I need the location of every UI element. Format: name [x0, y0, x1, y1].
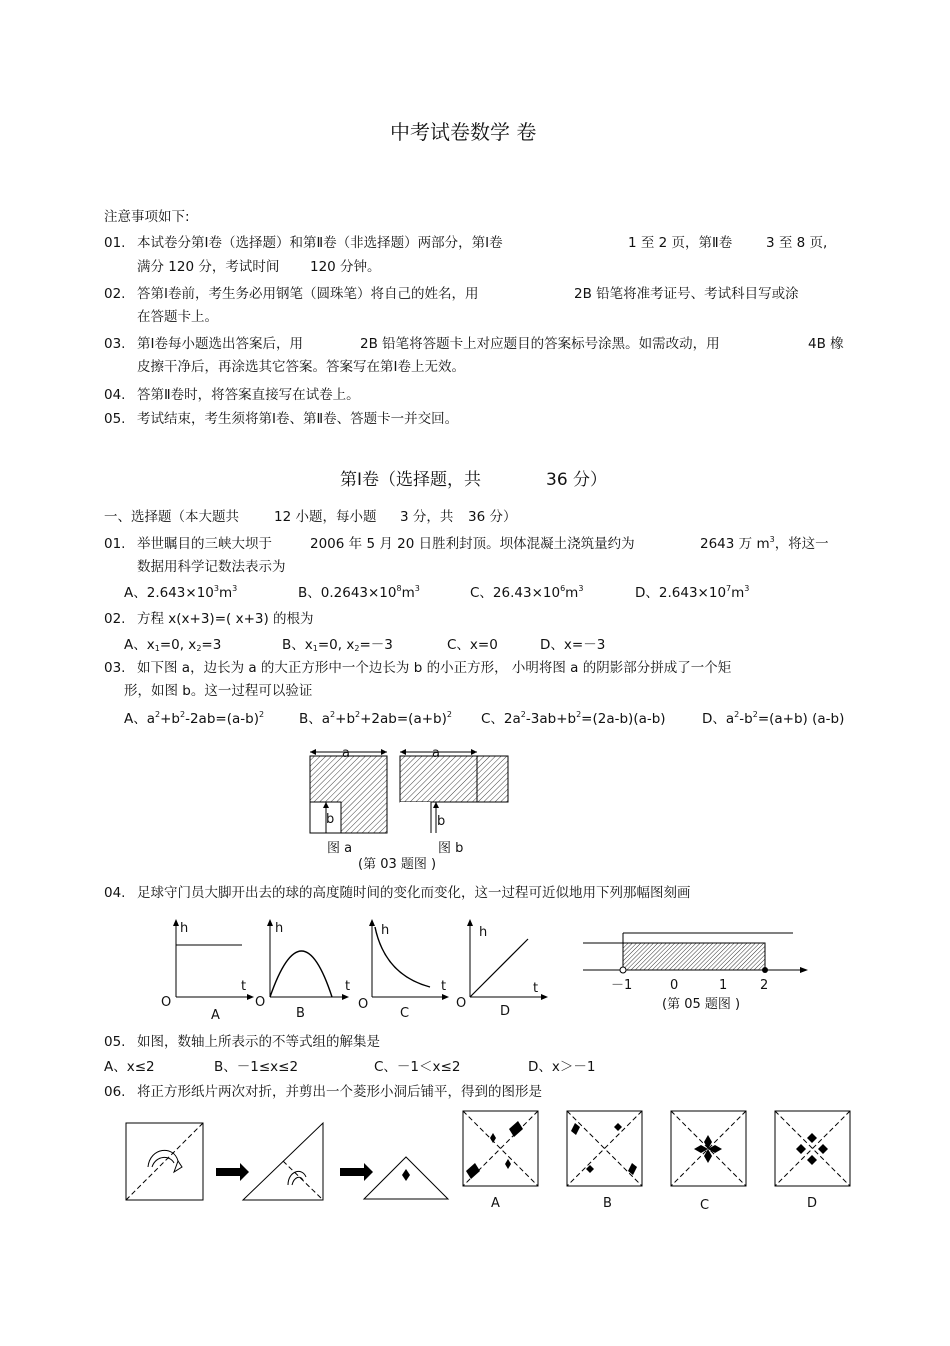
figure-label: b [326, 812, 335, 827]
notice-text: 本试卷分第Ⅰ卷（选择题）和第Ⅱ卷（非选择题）两部分，第Ⅰ卷 [137, 235, 503, 251]
notice-number: 02. [104, 286, 126, 302]
option-c: C、x=0 [447, 637, 498, 653]
notice-number: 01. [104, 235, 126, 251]
axis-label: t [241, 979, 247, 994]
question-text: 将正方形纸片两次对折，并剪出一个菱形小洞后铺平，得到的图形是 [137, 1084, 542, 1100]
notice-text: 3 至 8 页, [766, 235, 828, 251]
notice-text: 120 分钟。 [310, 259, 381, 275]
axis-origin: O [255, 995, 266, 1010]
option-a: A、$2.643\times 10^3m^3$ [124, 584, 238, 601]
question-text: 举世瞩目的三峡大坝于 [137, 536, 272, 552]
part-heading: 36 分） [468, 509, 517, 525]
notice-text: 2B 铅笔将准考证号、考试科目写或涂 [574, 286, 799, 302]
part-heading: 3 分，共 [400, 509, 454, 525]
notice-text: 第Ⅰ卷每小题选出答案后，用 [137, 336, 303, 352]
option-d: D、x＞－1 [528, 1059, 596, 1075]
question-number: 06. [104, 1084, 126, 1100]
question-number: 03. [104, 660, 126, 676]
section-heading-score: 36 分） [546, 470, 608, 490]
figure-label: a [432, 746, 440, 761]
part-heading: 一、选择题（本大题共 [104, 509, 239, 525]
question-text: 足球守门员大脚开出去的球的高度随时间的变化而变化，这一过程可近似地用下列那幅图刻画 [137, 885, 691, 901]
figure-label: b [437, 814, 446, 829]
notice-text: 皮擦干净后，再涂选其它答案。答案写在第Ⅰ卷上无效。 [137, 359, 465, 375]
axis-origin: O [358, 997, 369, 1012]
graph-label: B [296, 1006, 305, 1021]
option-c-figure [671, 1111, 746, 1186]
question-text: 2006 年 5 月 20 日胜利封顶。坝体混凝土浇筑量约为 [310, 536, 635, 552]
axis-label: t [441, 979, 447, 994]
option-d-figure [775, 1111, 850, 1186]
question-text: 2643 万 $m^3$，将这一 [700, 535, 829, 552]
option-label: B [603, 1196, 612, 1211]
notice-heading: 注意事项如下: [104, 209, 190, 225]
figure-caption: 图 a [327, 841, 353, 856]
graph-label: C [400, 1006, 410, 1021]
option-label: C [700, 1198, 710, 1213]
option-c: C、$26.43\times 10^6m^3$ [470, 584, 584, 601]
question-text: 方程 x(x+3)=( x+3) 的根为 [137, 611, 314, 627]
tick-label: 2 [760, 978, 769, 993]
page-title: 中考试卷数学 卷 [390, 120, 537, 144]
part-heading: 12 小题，每小题 [274, 509, 377, 525]
option-a: A、$a^2+b^2-2ab=(a-b)^2$ [124, 710, 265, 727]
figure-caption: (第 05 题图 ) [662, 997, 741, 1012]
option-b: B、$a^2+b^2+2ab=(a+b)^2$ [299, 710, 452, 727]
option-b: B、－1≤x≤2 [214, 1059, 299, 1075]
question-text: 数据用科学记数法表示为 [137, 559, 286, 575]
notice-text: 满分 120 分，考试时间 [137, 259, 280, 275]
notice-text: 考试结束，考生须将第Ⅰ卷、第Ⅱ卷、答题卡一并交回。 [137, 411, 459, 427]
notice-number: 05. [104, 411, 126, 427]
tick-label: －1 [611, 978, 633, 993]
option-b: B、$0.2643\times 10^8m^3$ [298, 584, 420, 601]
notice-text: 答第Ⅱ卷时，将答案直接写在试卷上。 [137, 387, 360, 403]
paper-folding-diagram [118, 1105, 868, 1205]
option-a-figure [463, 1111, 538, 1186]
option-b: B、$x_1=0$, $x_2=-3$ [282, 637, 393, 653]
number-line [578, 925, 818, 980]
question-number: 05. [104, 1034, 126, 1050]
option-label: A [491, 1196, 500, 1211]
notice-text: 在答题卡上。 [137, 309, 218, 325]
height-time-graphs [160, 915, 560, 1005]
axis-label: h [479, 925, 488, 940]
question-number: 01. [104, 536, 126, 552]
notice-number: 03. [104, 336, 126, 352]
graph-label: D [500, 1004, 511, 1019]
graph-label: A [211, 1008, 220, 1023]
notice-text: 2B 铅笔将答题卡上对应题目的答案标号涂黑。如需改动，用 [360, 336, 720, 352]
question-text: 如图，数轴上所表示的不等式组的解集是 [137, 1034, 380, 1050]
axis-label: h [180, 921, 189, 936]
notice-text: 4B 橡 [808, 336, 844, 352]
option-c: C、－1＜x≤2 [374, 1059, 461, 1075]
option-label: D [807, 1196, 818, 1211]
notice-text: 答第Ⅰ卷前，考生务必用钢笔（圆珠笔）将自己的姓名，用 [137, 286, 479, 302]
axis-label: h [381, 923, 390, 938]
axis-label: t [533, 981, 539, 996]
question-number: 02. [104, 611, 126, 627]
figure-caption: (第 03 题图 ) [358, 857, 437, 872]
option-a: A、x≤2 [104, 1059, 155, 1075]
square-diagram [300, 742, 520, 842]
axis-label: h [275, 921, 284, 936]
axis-label: t [345, 979, 351, 994]
notice-number: 04. [104, 387, 126, 403]
tick-label: 0 [670, 978, 679, 993]
option-a: A、$x_1=0$, $x_2=3$ [124, 637, 222, 653]
option-c: C、$2a^2-3ab+b^2=(2a-b)(a-b)$ [481, 710, 666, 727]
axis-origin: O [456, 996, 467, 1011]
option-d: D、$a^2-b^2=(a+b)$ (a-b) [702, 710, 845, 727]
option-d: D、x=－3 [540, 637, 606, 653]
notice-text: 1 至 2 页，第Ⅱ卷 [628, 235, 733, 251]
option-b-figure [567, 1111, 642, 1186]
axis-origin: O [161, 995, 172, 1010]
section-heading: 第Ⅰ卷（选择题，共 [340, 470, 482, 490]
question-number: 04. [104, 885, 126, 901]
figure-caption: 图 b [438, 841, 464, 856]
figure-label: a [342, 746, 350, 761]
question-text: 形，如图 b。这一过程可以验证 [124, 683, 313, 699]
question-text: 如下图 a，边长为 a 的大正方形中一个边长为 b 的小正方形， 小明将图 a 的阴影部分拼成了一个矩 [137, 660, 732, 676]
option-d: D、$2.643\times 10^7m^3$ [635, 584, 750, 601]
tick-label: 1 [719, 978, 728, 993]
